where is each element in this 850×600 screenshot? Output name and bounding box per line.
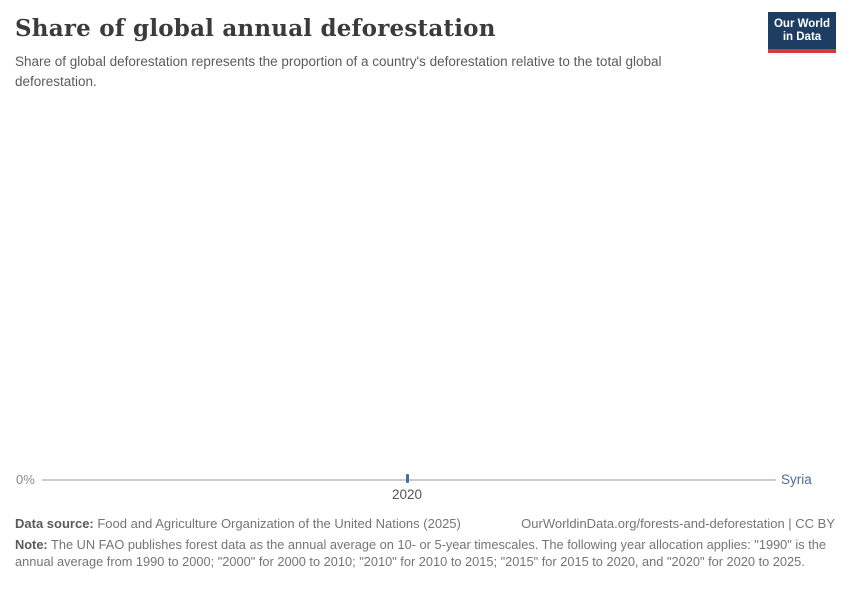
x-axis-line — [42, 479, 776, 481]
owid-logo[interactable] — [768, 12, 836, 53]
data-source-text — [15, 516, 461, 531]
note-text: The UN FAO publishes forest data as the annual average on 10- or 5-year timescales. The following year allocation applies: "1990" is the annual average from 1990 to 2000; "2000" for 2000 to 2010; "2010" for 2010 to 2015; "2015" for 2015 to 2020, and "2020" for 2020 to 2025. — [15, 537, 826, 569]
owid-logo-line1: Our World — [773, 17, 830, 30]
note-label: Note: — [15, 537, 48, 552]
chart-note — [15, 537, 835, 570]
series-label-syria[interactable]: Syria — [781, 472, 812, 487]
source-row — [15, 516, 835, 531]
data-source-label: Data source: — [15, 516, 94, 531]
page-title: Share of global annual deforestation — [15, 15, 496, 42]
owid-url-link[interactable]: OurWorldinData.org/forests-and-deforestation | CC BY — [521, 516, 835, 531]
y-axis-zero-label: 0% — [16, 472, 35, 487]
chart-footer — [15, 516, 835, 570]
owid-logo-line2: in Data — [782, 30, 822, 43]
chart-subtitle: Share of global deforestation represents the proportion of a country's deforestation relative to the total global deforestation. — [15, 54, 662, 89]
x-axis-tick-label: 2020 — [391, 487, 423, 502]
data-source-value: Food and Agriculture Organization of the United Nations (2025) — [93, 516, 461, 531]
data-point-marker-2020 — [406, 474, 409, 483]
